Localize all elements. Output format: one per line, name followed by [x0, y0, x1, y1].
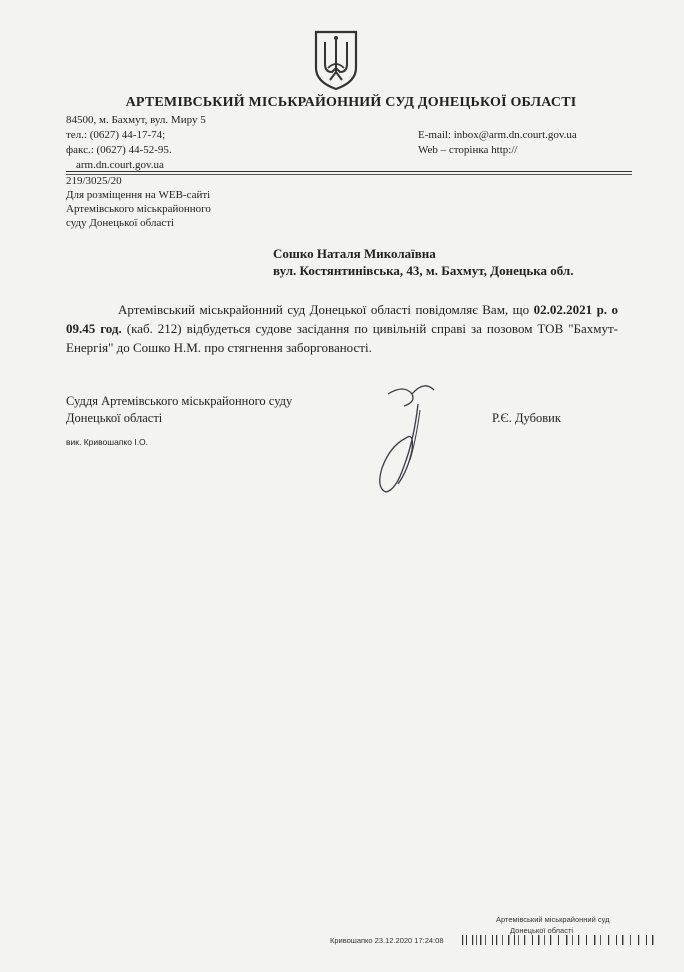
barcode-icon — [462, 935, 656, 945]
recipient-address: вул. Костянтинівська, 43, м. Бахмут, Донецька обл. — [273, 263, 574, 278]
recipient-name: Сошко Наталя Миколаївна — [273, 246, 436, 261]
court-address: 84500, м. Бахмут, вул. Миру 5 — [66, 114, 206, 126]
executor-name: вик. Кривошапко І.О. — [66, 437, 149, 447]
hearing-time: о 09.45 год. — [66, 302, 619, 336]
handwritten-signature — [368, 380, 448, 500]
judge-title-line-1: Суддя Артемівського міськрайонного суду — [66, 394, 293, 408]
notice-body — [66, 300, 618, 357]
footer-stamp: Кривошапко 23.12.2020 17:24:08 — [330, 936, 444, 945]
court-title: АРТЕМІВСЬКИЙ МІСЬКРАЙОННИЙ СУД ДОНЕЦЬКОЇ ОБЛАСТІ — [125, 95, 577, 110]
court-fax: факс.: (0627) 44-52-95. — [66, 144, 172, 156]
judge-title-line-2: Донецької області — [66, 411, 163, 425]
footer-court-line-1: Артемівський міськрайонний суд — [496, 915, 610, 924]
purpose-line-3: суду Донецької області — [66, 217, 175, 229]
header-divider-thin — [66, 174, 632, 175]
court-phone: тел.: (0627) 44-17-74; — [66, 129, 166, 141]
notice-text-1: Артемівський міськрайонний суд Донецької області повідомляє Вам, що — [118, 302, 534, 317]
court-web-page: Web – сторінка http:// — [418, 144, 518, 156]
court-email: E-mail: inbox@arm.dn.court.gov.ua — [418, 129, 577, 141]
header-divider — [66, 171, 632, 172]
notice-text-2: (каб. 212) відбудеться судове засідання по цивільній справі за позовом ТОВ "Бахмут-Енергія" до Сошко Н.М. про стягнення заборгованості. — [66, 321, 618, 355]
hearing-date: 02.02.2021 р. — [533, 302, 608, 317]
coat-of-arms-icon — [312, 28, 360, 92]
judge-name: Р.Є. Дубовик — [492, 411, 561, 425]
court-website: arm.dn.court.gov.ua — [76, 159, 164, 171]
case-number: 219/3025/20 — [66, 175, 122, 187]
footer-court-line-2: Донецької області — [510, 926, 574, 935]
purpose-line-1: Для розміщення на WEB-сайті — [66, 189, 211, 201]
purpose-line-2: Артемівського міськрайонного — [66, 203, 211, 215]
